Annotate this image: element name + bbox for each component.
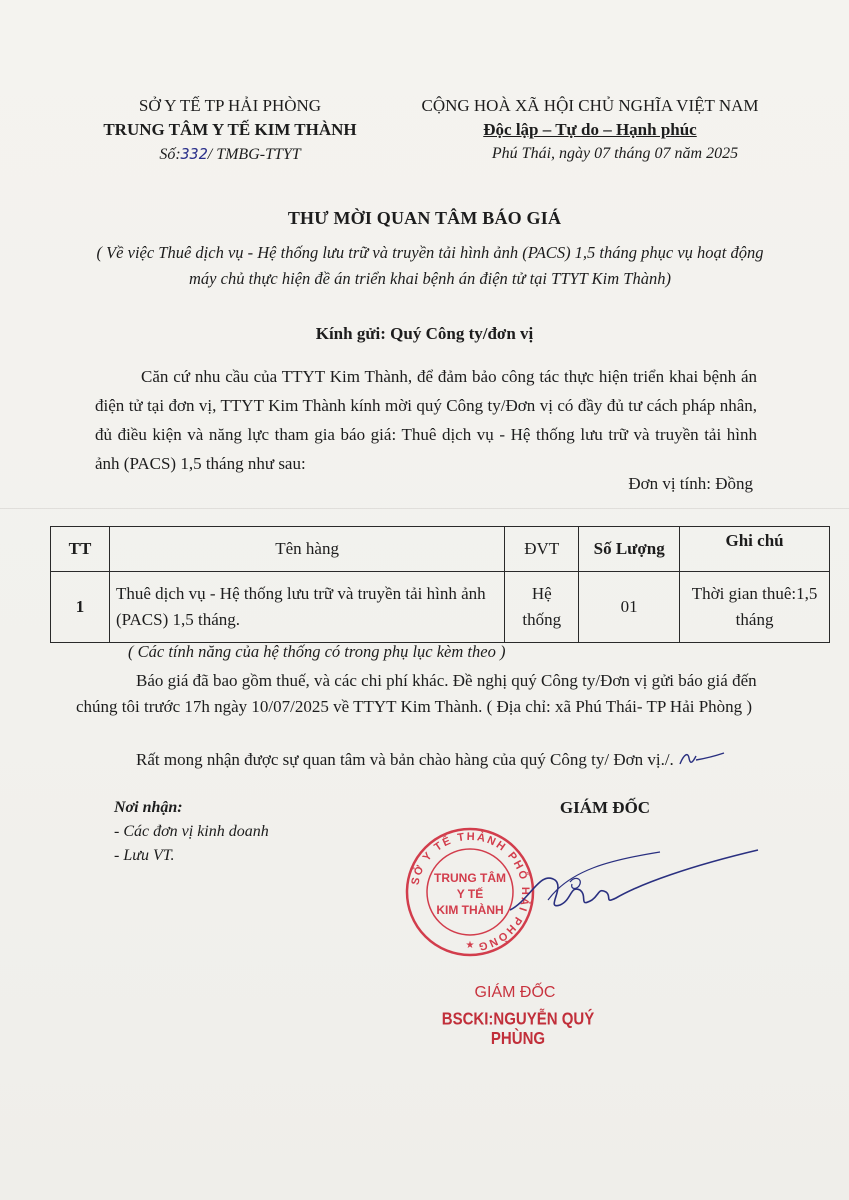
table-header-row — [51, 527, 830, 572]
cell-note: Thời gian thuê:1,5 tháng — [680, 572, 830, 643]
initial-mark-icon — [678, 750, 726, 768]
stamp-ring-text: SỞ Y TẾ THÀNH PHỐ HẢI PHÒNG — [409, 830, 532, 953]
doc-no-suffix: / TMBG-TTYT — [207, 146, 301, 163]
recipients-heading: Nơi nhận: — [114, 799, 183, 816]
agency-name: SỞ Y TẾ TP HẢI PHÒNG — [138, 96, 322, 115]
currency-unit: Đơn vị tính: Đồng — [628, 474, 753, 493]
nation-name: CỘNG HOÀ XÃ HỘI CHỦ NGHĨA VIỆT NAM — [421, 96, 759, 115]
terms-paragraph — [76, 668, 758, 720]
signer-title: GIÁM ĐỐC — [559, 798, 651, 817]
cell-item-name: Thuê dịch vụ - Hệ thống lưu trữ và truyền tải hình ảnh (PACS) 1,5 tháng. — [109, 572, 504, 643]
table-note: ( Các tính năng của hệ thống có trong phụ lục kèm theo ) — [128, 642, 506, 661]
national-motto: Độc lập – Tự do – Hạnh phúc — [483, 120, 697, 139]
organization-name — [80, 118, 380, 142]
cell-unit: Hệ thống — [505, 572, 579, 643]
stamp-line: TRUNG TÂM — [434, 871, 506, 885]
closing-line — [136, 750, 726, 770]
items-table — [50, 526, 830, 643]
terms-text: Báo giá đã bao gồm thuế, và các chi phí khác. Đề nghị quý Công ty/Đơn vị gửi báo giá đến chúng tôi trước 17h ngày 10/07/2025 về TTYT Kim Thành. ( Địa chỉ: xã Phú Thái- TP Hải Phòng ) — [76, 671, 757, 716]
intro-paragraph: Căn cứ nhu cầu của TTYT Kim Thành, để đảm bảo công tác thực hiện triển khai bệnh án điện tử tại đơn vị, TTYT Kim Thành kính mời quý Công ty/Đơn vị có đầy đủ tư cách pháp nhân, đủ điều kiện và năng lực tham gia báo giá: Thuê dịch vụ - Hệ thống lưu trữ và truyền tải hình ảnh (PACS) 1,5 tháng như sau: — [95, 367, 757, 473]
recipient-item: - Các đơn vị kinh doanh — [114, 823, 269, 840]
table-row — [51, 572, 830, 643]
recipient-item: - Lưu VT. — [114, 847, 175, 864]
header-left — [80, 94, 380, 167]
header-tt: TT — [51, 527, 110, 572]
closing-text: Rất mong nhận được sự quan tâm và bản chào hàng của quý Công ty/ Đơn vị./. — [136, 750, 674, 769]
doc-no-prefix: Số: — [159, 146, 181, 163]
document-date: Phú Thái, ngày 07 tháng 07 năm 2025 — [491, 145, 739, 162]
recipients-block — [114, 796, 269, 868]
header-note: Ghi chú — [680, 527, 830, 572]
cell-quantity: 01 — [579, 572, 680, 643]
svg-text:★: ★ — [465, 940, 475, 951]
header-right — [395, 94, 785, 166]
organization-name-text: TRUNG TÂM Y TẾ KIM THÀNH — [103, 120, 357, 139]
handwritten-signature-icon — [500, 830, 760, 930]
document-title: THƯ MỜI QUAN TÂM BÁO GIÁ — [287, 208, 562, 228]
stamp-line: KIM THÀNH — [436, 903, 504, 917]
signer-role: GIÁM ĐỐC — [474, 984, 556, 1001]
stamp-line: Y TẾ — [456, 887, 484, 901]
signer-name: BSCKI:NGUYỄN QUÝ PHÙNG — [441, 1009, 595, 1049]
paper-fold — [0, 508, 849, 509]
doc-no-handwritten: 332 — [180, 145, 208, 163]
header-item-name: Tên hàng — [109, 527, 504, 572]
header-quantity: Số Lượng — [579, 527, 680, 572]
document-number — [80, 142, 380, 167]
cell-tt: 1 — [51, 572, 110, 643]
greeting: Kính gửi: Quý Công ty/đơn vị — [315, 324, 534, 343]
document-subtitle: ( Về việc Thuê dịch vụ - Hệ thống lưu trữ và truyền tải hình ảnh (PACS) 1,5 tháng phục vụ hoạt động máy chủ thực hiện đề án triển khai bệnh án điện tử tại TTYT Kim Thành) — [96, 243, 764, 288]
header-unit: ĐVT — [505, 527, 579, 572]
